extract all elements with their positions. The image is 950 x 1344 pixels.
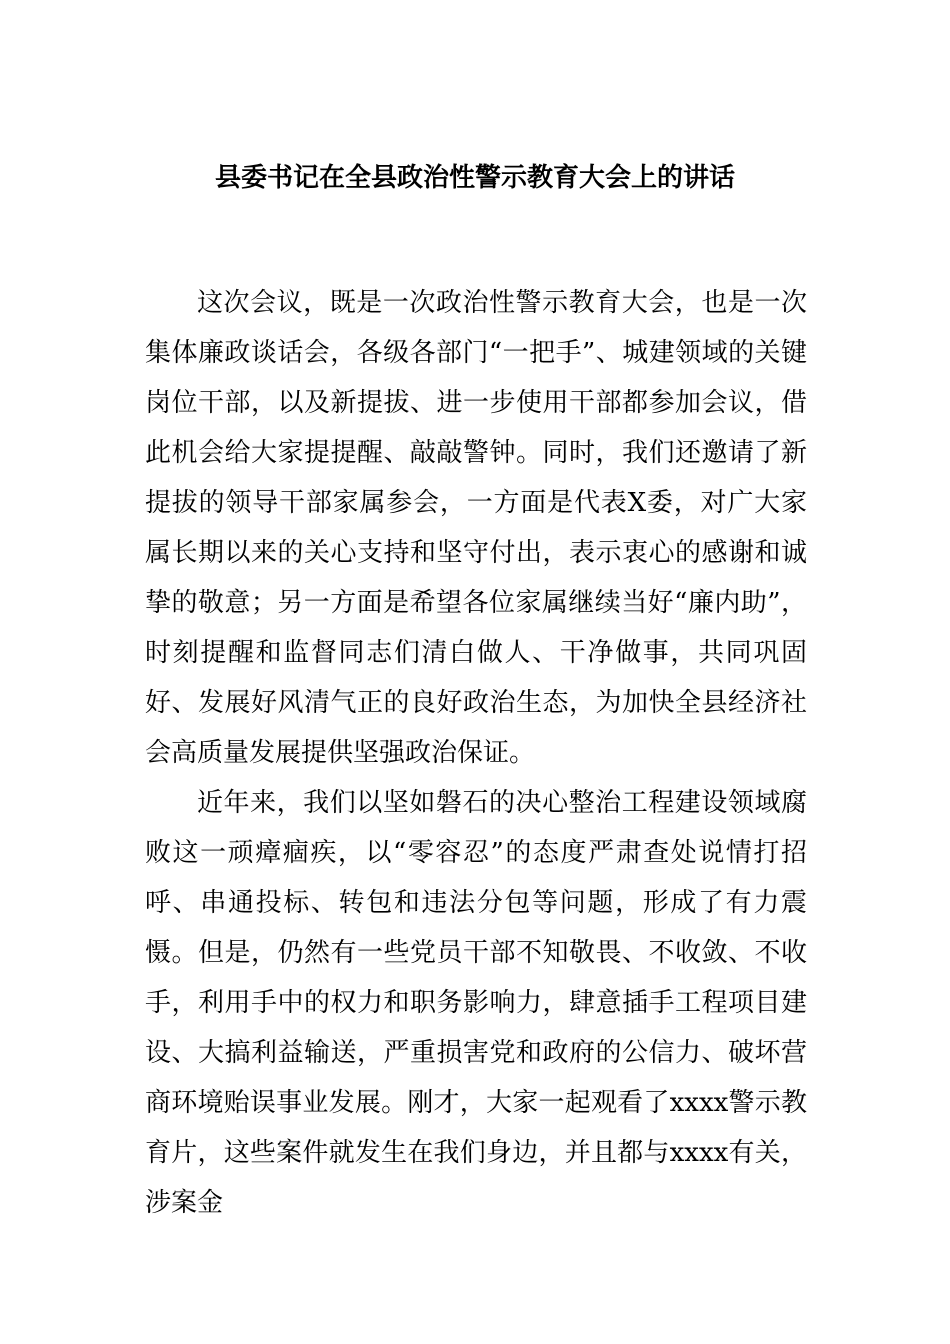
document-body bbox=[145, 278, 807, 1228]
document-title: 县委书记在全县政治性警示教育大会上的讲话 bbox=[214, 163, 735, 193]
paragraph-2: 近年来，我们以坚如磐石的决心整治工程建设领域腐败这一顽瘴痼疾，以“零容忍”的态度严肃查处说情打招呼、串通投标、转包和违法分包等问题，形成了有力震慑。但是，仍然有一些党员干部不知敬畏、不收敛、不收手，利用手中的权力和职务影响力，肆意插手工程项目建设、大搞利益输送，严重损害党和政府的公信力、破坏营商环境贻误事业发展。刚才，大家一起观看了xxxx警示教育片，这些案件就发生在我们身边，并且都与xxxx有关，涉案金 bbox=[145, 788, 807, 1218]
paragraph-1: 这次会议，既是一次政治性警示教育大会，也是一次集体廉政谈话会，各级各部门“一把手”、城建领域的关键岗位干部，以及新提拔、进一步使用干部都参加会议，借此机会给大家提提醒、敲敲警钟。同时，我们还邀请了新提拔的领导干部家属参会，一方面是代表X委，对广大家属长期以来的关心支持和坚守付出，表示衷心的感谢和诚挚的敬意；另一方面是希望各位家属继续当好“廉内助”，时刻提醒和监督同志们清白做人、干净做事，共同巩固好、发展好风清气正的良好政治生态，为加快全县经济社会高质量发展提供坚强政治保证。 bbox=[145, 288, 807, 768]
